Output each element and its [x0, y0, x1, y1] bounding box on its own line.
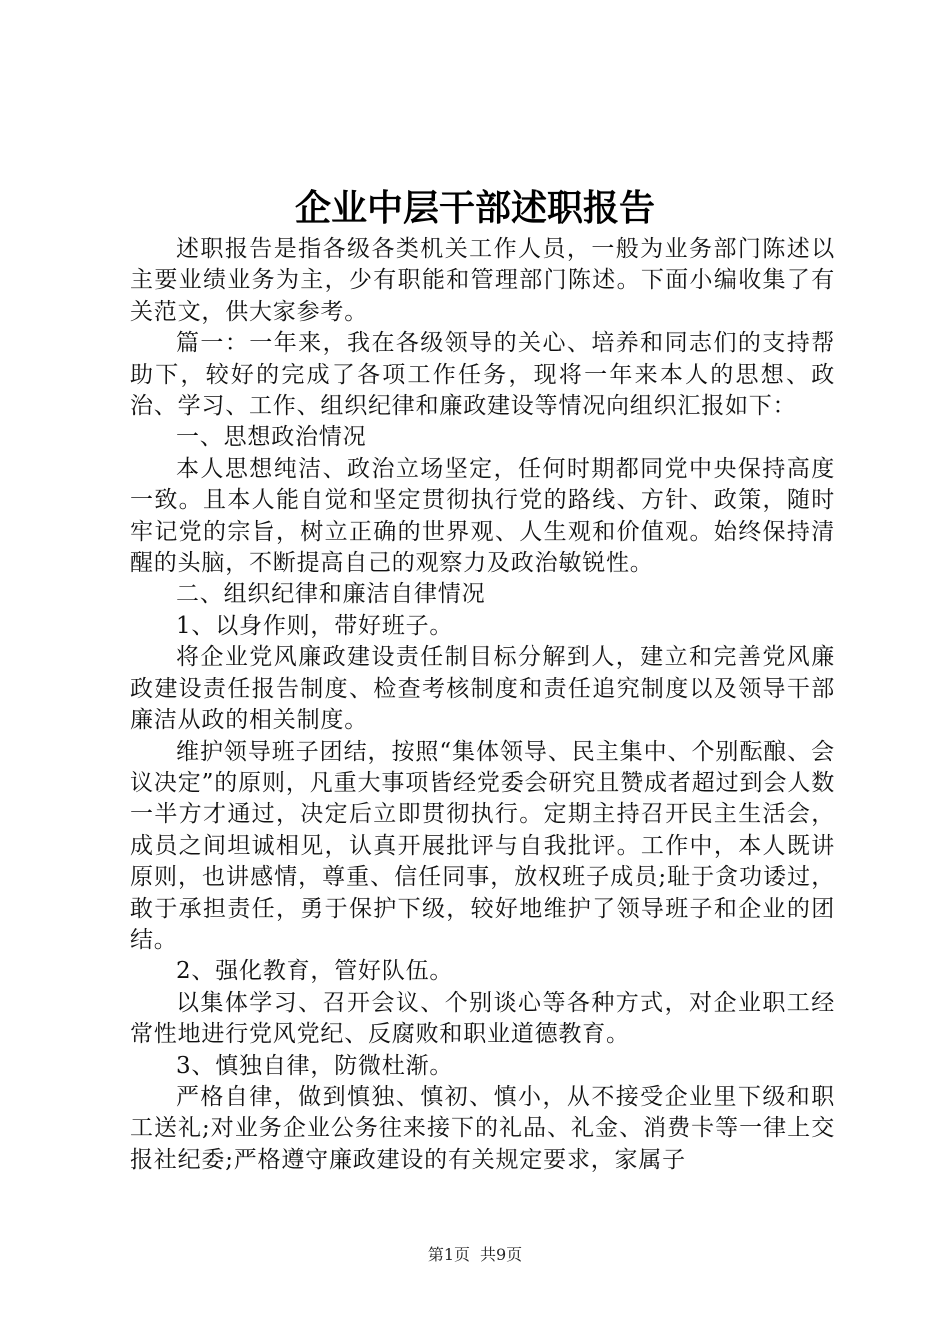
paragraph: 将企业党风廉政建设责任制目标分解到人，建立和完善党风廉政建设责任报告制度、检查考核制度和责任追究制度以及领导干部廉洁从政的相关制度。 — [130, 644, 835, 734]
page-footer — [0, 1245, 950, 1265]
paragraph: 以集体学习、召开会议、个别谈心等各种方式，对企业职工经常性地进行党风党纪、反腐败和职业道德教育。 — [130, 989, 835, 1048]
subsection-heading: 1、以身作则，带好班子。 — [176, 612, 454, 639]
paragraph: 篇一：一年来，我在各级领导的关心、培养和同志们的支持帮助下，较好的完成了各项工作任务，现将一年来本人的思想、政治、学习、工作、组织纪律和廉政建设等情况向组织汇报如下： — [130, 330, 835, 420]
paragraph: 维护领导班子团结，按照“集体领导、民主集中、个别酝酿、会议决定”的原则，凡重大事项皆经党委会研究且赞成者超过到会人数一半方才通过，决定后立即贯彻执行。定期主持召开民主生活会，成员之间坦诚相见，认真开展批评与自我批评。工作中，本人既讲原则，也讲感情，尊重、信任同事，放权班子成员;耻于贪功诿过，敢于承担责任，勇于保护下级，较好地维护了领导班子和企业的团结。 — [130, 738, 835, 953]
page-total: 共9页 — [480, 1245, 523, 1264]
paragraph: 严格自律，做到慎独、慎初、慎小，从不接受企业里下级和职工送礼;对业务企业公务往来接下的礼品、礼金、消费卡等一律上交报社纪委;严格遵守廉政建设的有关规定要求，家属子 — [130, 1083, 835, 1173]
subsection-heading: 3、慎独自律，防微杜渐。 — [176, 1052, 454, 1079]
document-title: 企业中层干部述职报告 — [294, 187, 655, 229]
section-heading: 一、思想政治情况 — [176, 424, 367, 451]
section-heading: 二、组织纪律和廉洁自律情况 — [176, 581, 486, 608]
paragraph: 本人思想纯洁、政治立场坚定，任何时期都同党中央保持高度一致。且本人能自觉和坚定贯彻执行党的路线、方针、政策，随时牢记党的宗旨，树立正确的世界观、人生观和价值观。始终保持清醒的头脑，不断提高自己的观察力及政治敏锐性。 — [130, 455, 835, 577]
subsection-heading: 2、强化教育，管好队伍。 — [176, 958, 454, 985]
page-number: 第1页 — [427, 1245, 470, 1264]
document-body — [130, 234, 835, 1176]
paragraph: 述职报告是指各级各类机关工作人员，一般为业务部门陈述以主要业绩业务为主，少有职能和管理部门陈述。下面小编收集了有关范文，供大家参考。 — [130, 236, 835, 325]
